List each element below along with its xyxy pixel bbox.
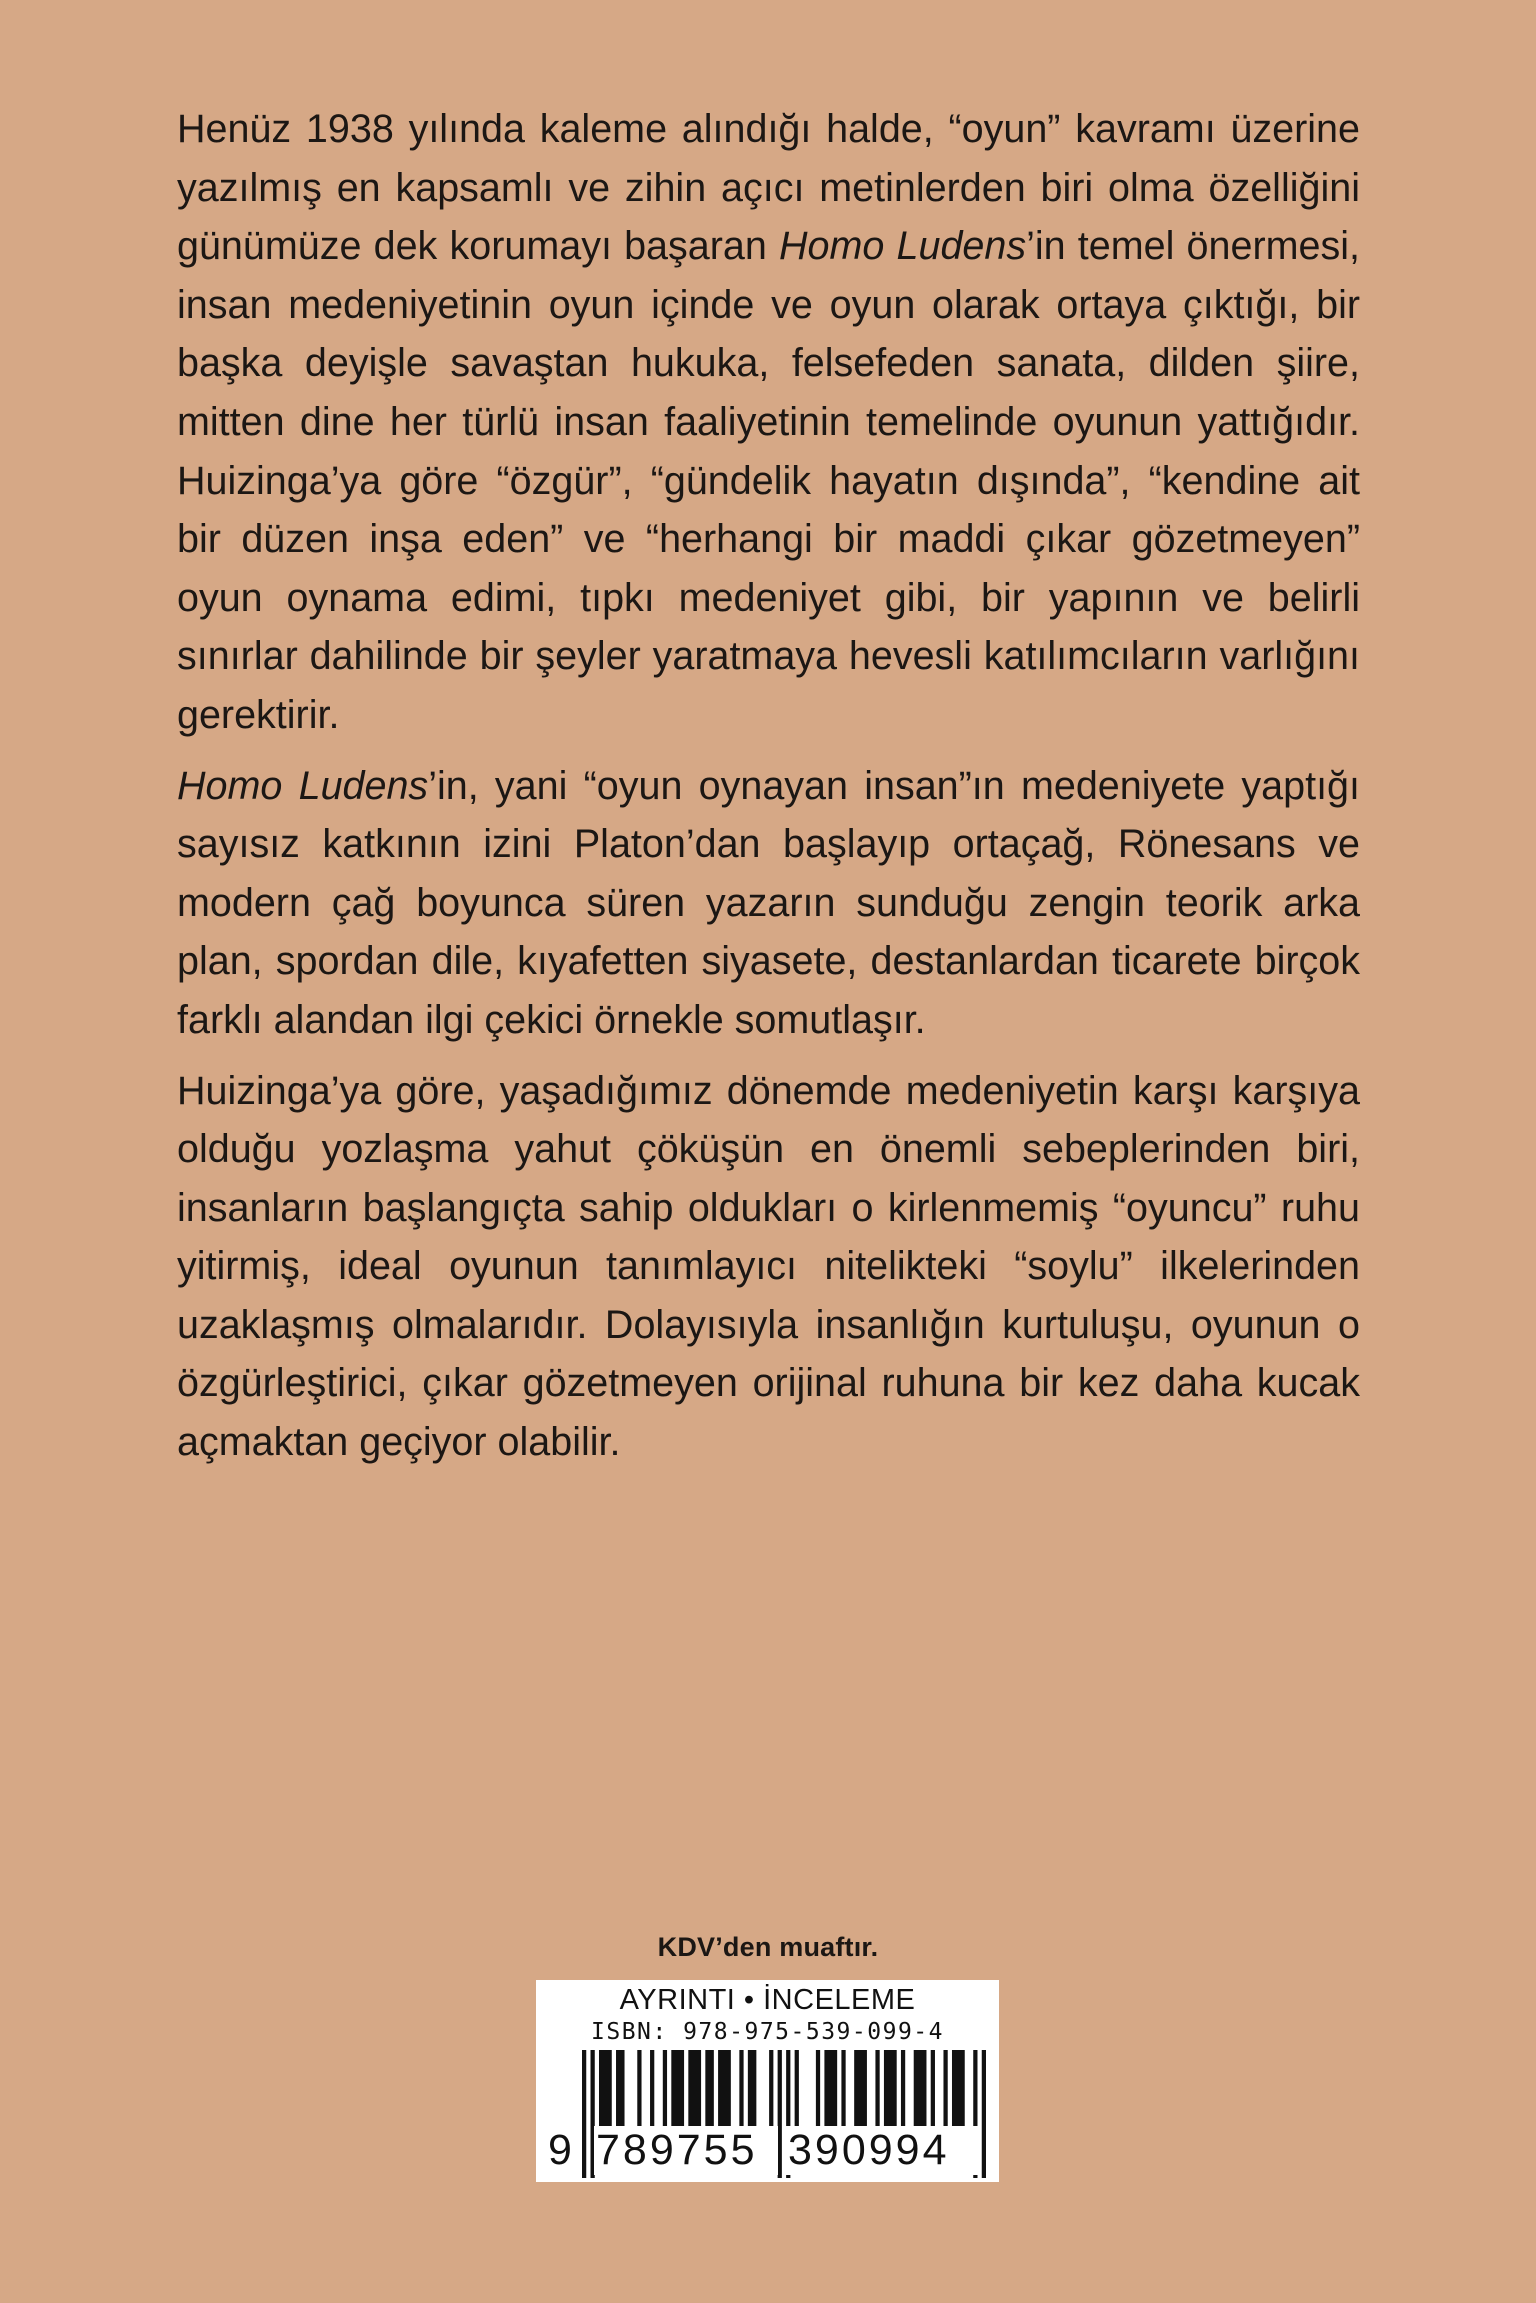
- paragraph-1: [177, 100, 1360, 745]
- p3-seg-1: Huizinga’ya göre, yaşadığımız dönemde medeniyetin karşı karşıya olduğu yozlaşma yahut çöküşün en önemli sebeplerinden biri, insanların başlangıçta sahip oldukları o kirlenmemiş “oyuncu” ruhu yitirmiş, ideal oyunun tanımlayıcı nitelikteki “soylu” ilkelerinden uzaklaşmış olmalarıdır. Dolayısıyla insanlığın kurtuluşu, oyunun o özgürleştirici, çıkar gözetmeyen orijinal ruhuna bir kez daha kucak açmaktan geçiyor olabilir.: [177, 1068, 1360, 1465]
- paragraph-2: [177, 757, 1360, 1050]
- barcode-first-digit: 9: [548, 2126, 572, 2174]
- p2-seg-2: ’in, yani “oyun oynayan insan”ın medeniyete yaptığı sayısız katkının izini Platon’dan başlayıp ortaçağ, Rönesans ve modern çağ boyunca süren yazarın sunduğu zengin teorik arka plan, spordan dile, kıyafetten siyasete, destanlardan ticarete birçok farklı alandan ilgi çekici örnekle somutlaşır.: [177, 763, 1360, 1042]
- blurb-text: [177, 100, 1360, 1484]
- barcode-guard-bar: [982, 2050, 986, 2178]
- isbn-barcode-label: [536, 1980, 999, 2182]
- barcode-left-digits: 789755: [594, 2126, 778, 2175]
- barcode-guard-bar: [582, 2050, 586, 2178]
- barcode-publisher-line: AYRINTI • İNCELEME: [619, 1984, 916, 2016]
- paragraph-3: [177, 1062, 1360, 1472]
- tax-exempt-note: KDV’den muaftır.: [657, 1932, 879, 1962]
- p1-seg-1: Henüz 1938 yılında kaleme alındığı halde, “oyun” kavramı üzerine yazılmış en kapsamlı ve zihin açıcı metinlerden biri olma özelliğini günümüze dek korumayı başaran: [177, 107, 1360, 269]
- p1-seg-3: ’in temel önermesi, insan medeniyetinin oyun içinde ve oyun olarak ortaya çıktığı, bir başka deyişle savaştan hukuka, felsefeden sanata, dilden şiire, mitten dine her türlü insan faaliyetinin temelinde oyunun yattığıdır. Huizinga’ya göre “özgür”, “gündelik hayatın dışında”, “kendine ait bir düzen inşa eden” ve “herhangi bir maddi çıkar gözetmeyen” oyun oynama edimi, tıpkı medeniyet gibi, bir yapının ve belirli sınırlar dahilinde bir şeyler yaratmaya hevesli katılımcıların varlığını gerektirir.: [177, 224, 1360, 737]
- barcode-isbn-text: ISBN: 978-975-539-099-4: [591, 2019, 944, 2045]
- p2-seg-1-italic: Homo Ludens: [177, 763, 429, 808]
- barcode-guard-bar: [778, 2050, 782, 2178]
- p1-seg-2-italic: Homo Ludens: [778, 224, 1027, 269]
- barcode-right-digits: 390994: [786, 2126, 980, 2175]
